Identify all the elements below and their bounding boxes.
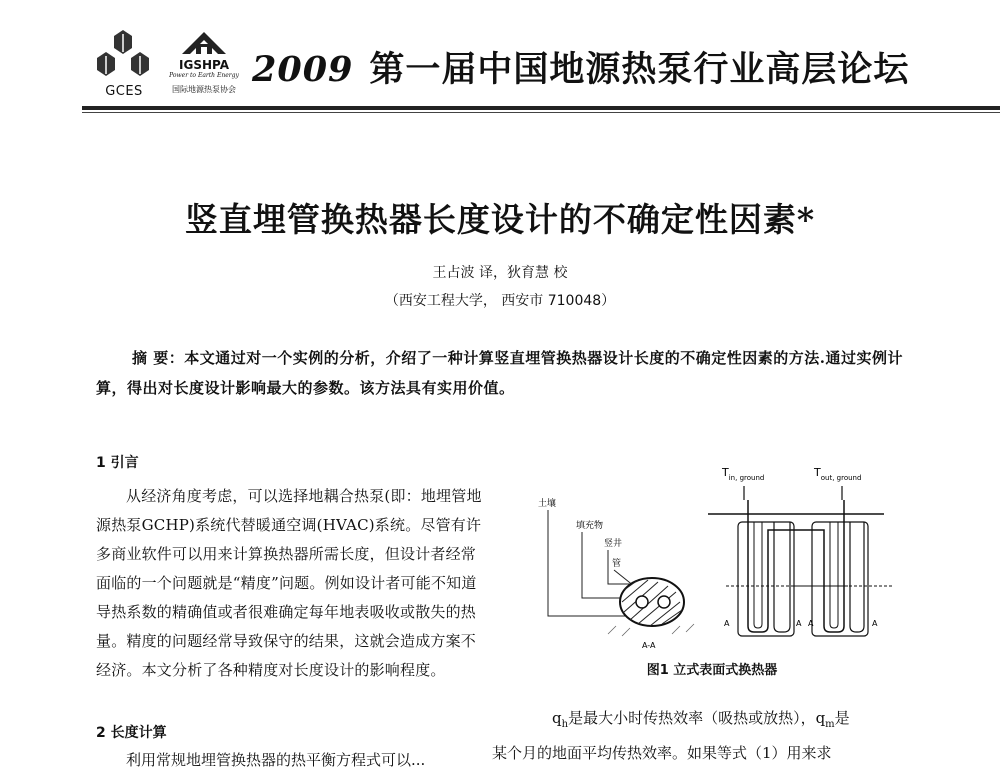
label-borehole: 竖井: [604, 539, 623, 549]
header-rule-thin: [82, 112, 1000, 113]
igshpa-chinese-name: 国际地源热泵协会: [172, 85, 236, 94]
igshpa-tagline: Power to Earth Energy: [169, 72, 239, 79]
paper-abstract: 摘 要：本文通过对一个实例的分析，介绍了一种计算竖直埋管换热器设计长度的不确定性因素的方法.通过实例计算，得出对长度设计影响最大的参数。该方法具有实用价值。: [96, 349, 903, 397]
section-1-heading: 1 引言: [96, 455, 139, 471]
forum-title: [252, 42, 909, 92]
gces-logo-caption: GCES: [105, 84, 143, 99]
vertical-heat-exchanger-diagram: [512, 456, 912, 656]
label-soil: 土壤: [538, 499, 557, 509]
label-section-aa: A-A: [642, 641, 656, 650]
paper-affiliation: （西安工程大学， 西安市 710048）: [384, 293, 616, 309]
header-rule-thick: [82, 106, 1000, 110]
section-2-heading: 2 长度计算: [96, 725, 167, 741]
conference-header: [0, 0, 1000, 118]
label-t-out: $T_{out, ground}$: [814, 466, 862, 482]
label-a-4: A: [872, 619, 878, 628]
right-column-body: $q_h$是最大小时传热效率（吸热或放热），$q_m$是 某个月的地面平均传热效率。如果等式（1）用来求: [492, 709, 850, 762]
label-t-in: $T_{in, ground}$: [722, 466, 765, 482]
label-a-2: A: [796, 619, 802, 628]
forum-name: 第一届中国地源热泵行业高层论坛: [369, 49, 910, 90]
borehole-right: [812, 522, 868, 636]
section-1-body: 从经济角度考虑，可以选择地耦合热泵(即：地埋管地源热泵GCHP)系统代替暖通空调(HVAC)系统。尽管有许多商业软件可以用来计算换热器所需长度，但设计者经常面临的一个问题就是“精度”问题。例如设计者可能不知道导热系数的精确值或者很难确定每年地表吸收或散失的热量。精度的问题经常导致保守的结果，这就会造成方案不经济。本文分析了各种精度对长度设计的影响程度。: [96, 487, 482, 679]
forum-year: 2009: [252, 49, 354, 90]
gces-logo-icon: [92, 26, 154, 84]
paper-title: 竖直埋管换热器长度设计的不确定性因素*: [184, 200, 816, 239]
figure-1: [512, 456, 912, 656]
paper-authors: 王占波 译，狄育慧 校: [432, 265, 568, 281]
label-a-3: A: [808, 619, 814, 628]
section-2-body-partial: 利用常规地埋管换热器的热平衡方程式可以...: [126, 751, 426, 769]
label-fill: 填充物: [576, 521, 604, 531]
gces-logo: [92, 26, 154, 100]
u-tube-inner: [754, 522, 838, 628]
igshpa-house-icon: [168, 28, 240, 58]
borehole-section: [620, 578, 684, 626]
label-a-1: A: [724, 619, 730, 628]
figure-1-caption: 图1 立式表面式换热器: [646, 663, 778, 678]
igshpa-abbreviation: IGSHPA: [179, 58, 229, 72]
igshpa-logo: [168, 28, 240, 100]
label-pipe: 管: [612, 559, 622, 569]
borehole-left: [738, 522, 794, 636]
